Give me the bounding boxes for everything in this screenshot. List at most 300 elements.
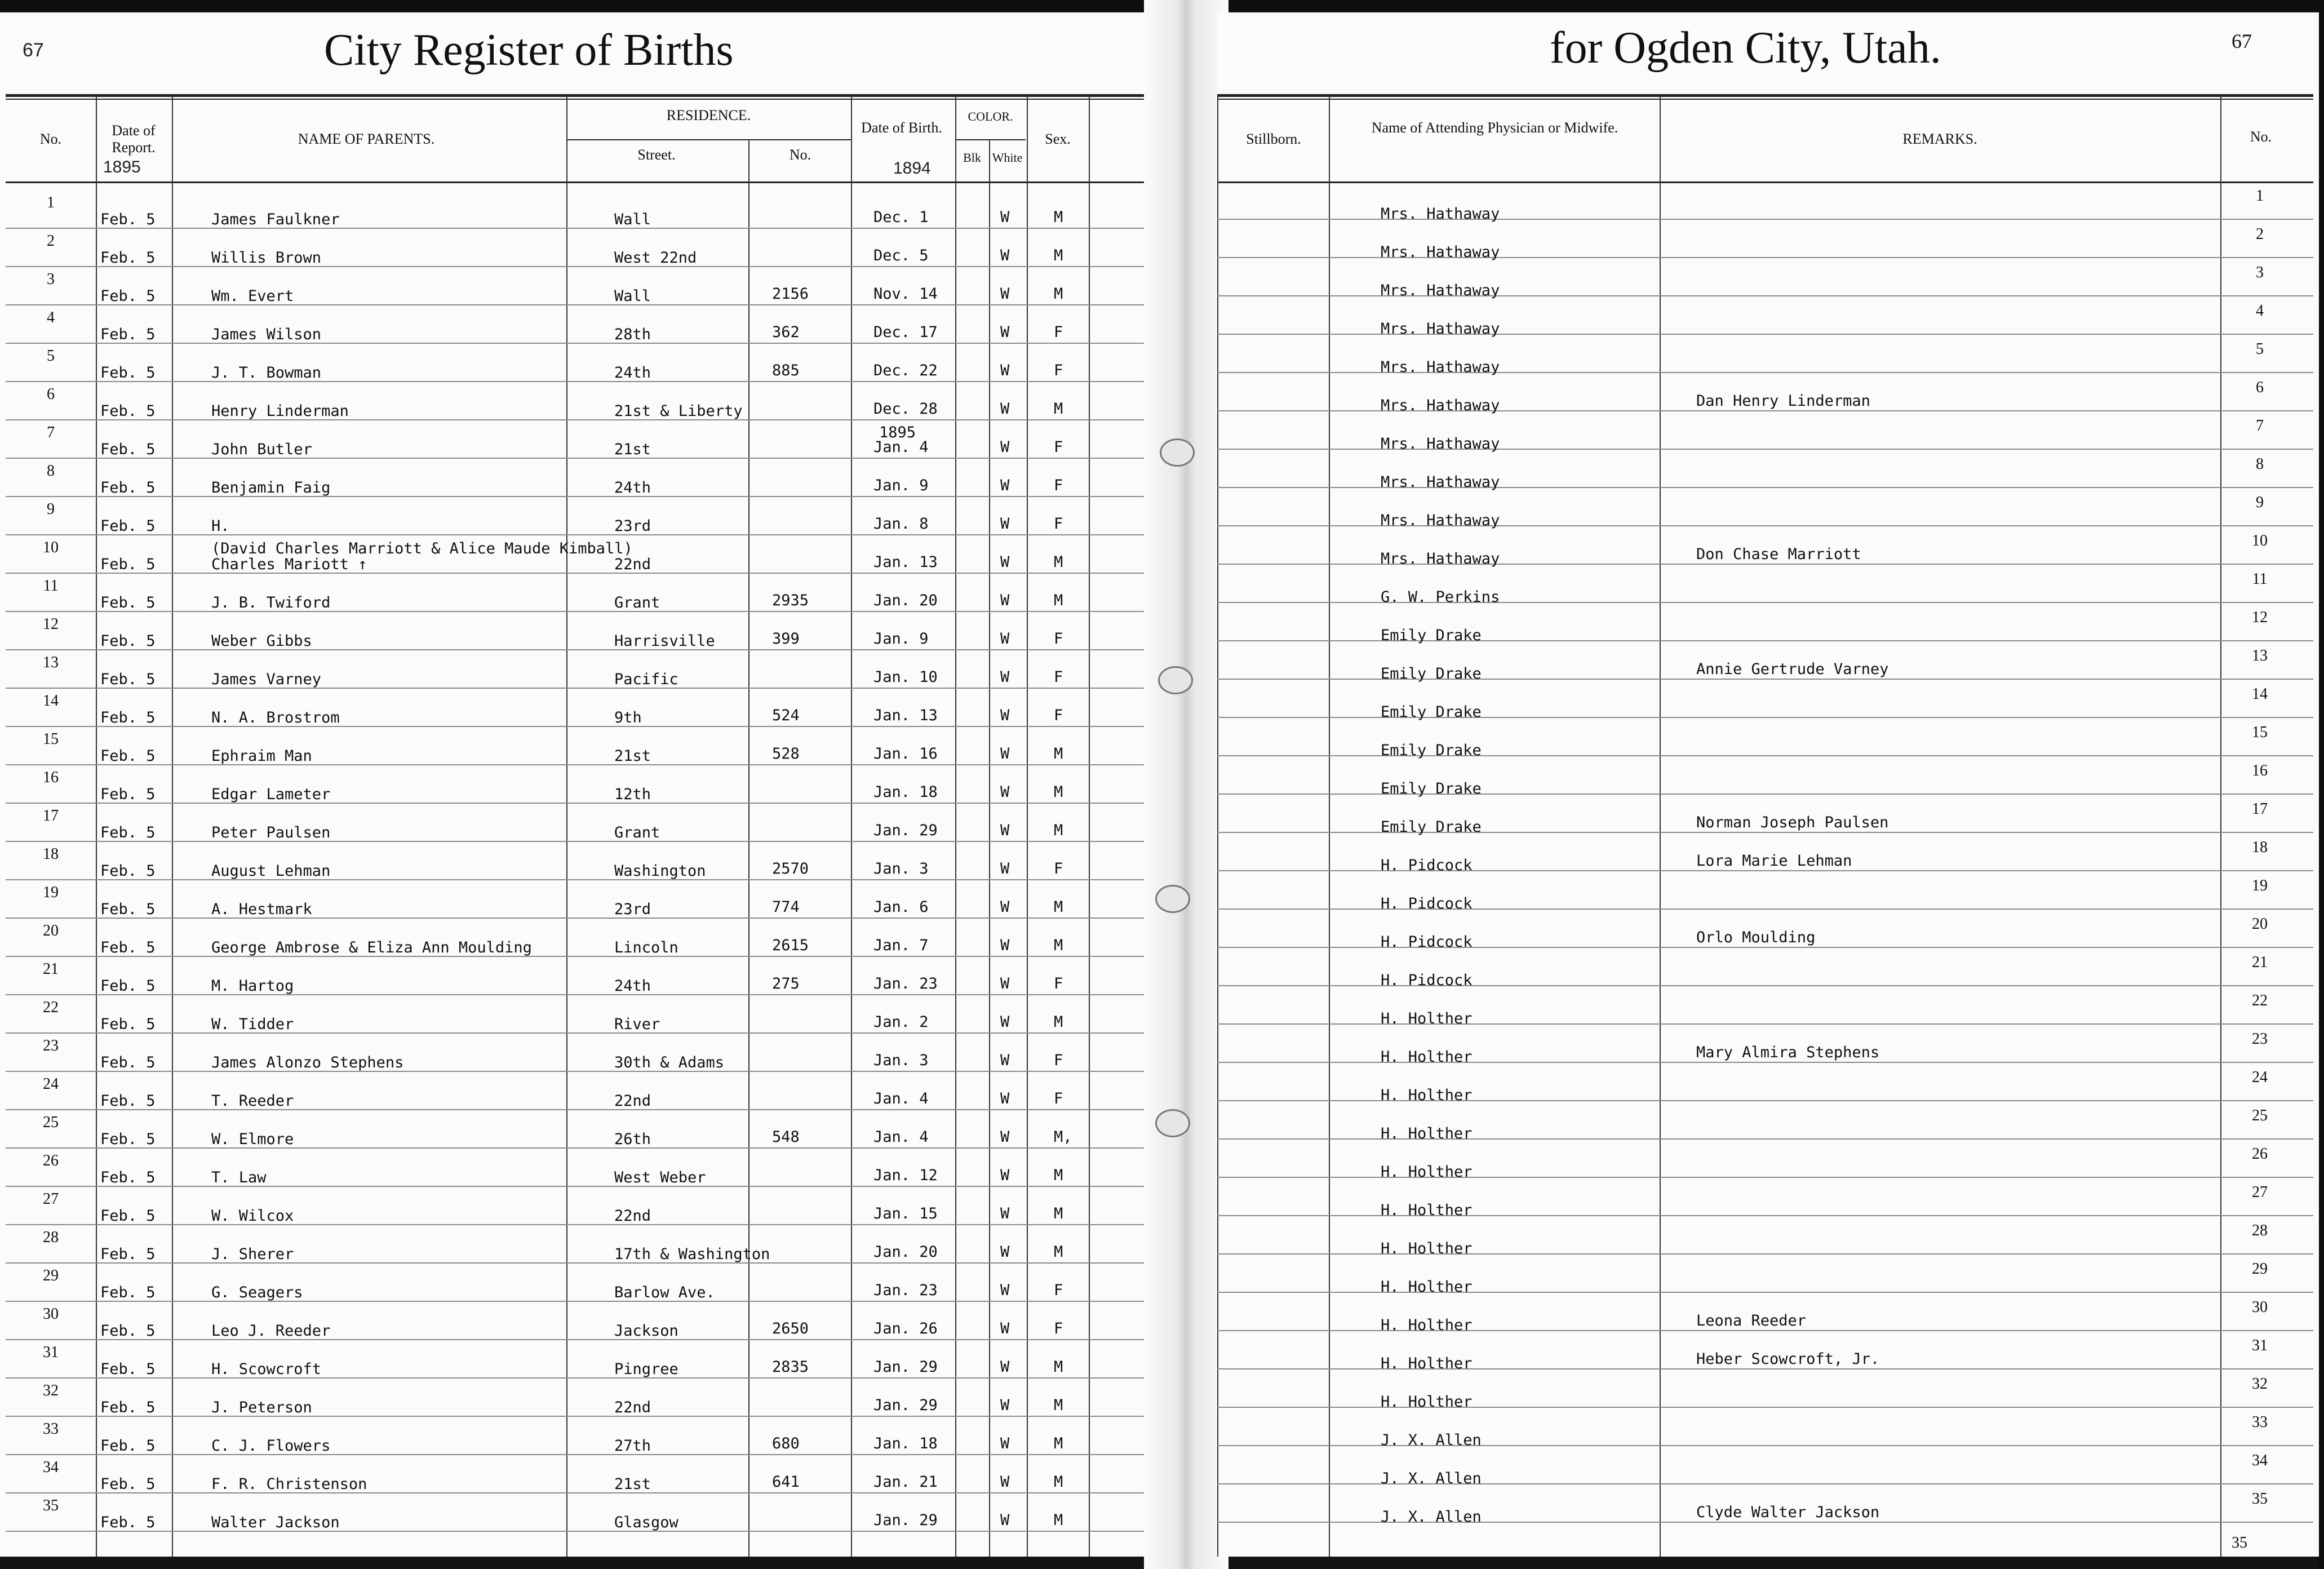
residence-street: 27th: [614, 1437, 651, 1455]
row-number: 4: [47, 309, 55, 326]
row-divider: [6, 1492, 1144, 1493]
color-white: W: [1000, 783, 1010, 801]
footer-mark: 35: [2232, 1534, 2247, 1552]
color-white: W: [1000, 438, 1010, 456]
color-white: W: [1000, 515, 1010, 533]
col-header-remarks: REMARKS.: [1902, 131, 1977, 147]
date-of-report: Feb. 5: [100, 441, 156, 458]
row-divider: [6, 879, 1144, 880]
row-divider: [6, 611, 1144, 612]
parents-name: F. R. Christenson: [211, 1475, 367, 1493]
date-of-birth: Dec. 17: [873, 323, 938, 341]
row-divider: [6, 573, 1144, 574]
sex: M: [1054, 1167, 1063, 1184]
col-divider: [955, 97, 956, 1557]
sex: F: [1054, 860, 1063, 877]
date-of-report: Feb. 5: [100, 1437, 156, 1455]
row-number-right: 22: [2252, 992, 2268, 1009]
parents-name: W. Elmore: [211, 1131, 294, 1148]
residence-street: Wall: [614, 211, 651, 228]
date-of-report: Feb. 5: [100, 709, 156, 726]
color-white: W: [1000, 1167, 1010, 1184]
row-number: 33: [43, 1420, 59, 1438]
residence-street: 22nd: [614, 556, 651, 573]
date-of-birth: Jan. 23: [873, 1282, 938, 1299]
date-of-birth: Jan. 21: [873, 1473, 938, 1491]
attending-physician: Emily Drake: [1381, 780, 1482, 797]
parents-name: H. Scowcroft: [211, 1360, 322, 1378]
sex: M: [1054, 937, 1063, 954]
row-divider: [6, 266, 1144, 267]
date-of-report: Feb. 5: [100, 747, 156, 765]
color-white: W: [1000, 1013, 1010, 1031]
row-number: 29: [43, 1267, 59, 1284]
attending-physician: H. Holther: [1381, 1048, 1473, 1066]
remarks: Mary Almira Stephens: [1696, 1044, 1880, 1061]
row-number-right: 33: [2252, 1413, 2268, 1431]
sex: F: [1054, 1052, 1063, 1069]
col-header-physician: Name of Attending Physician or Midwife.: [1371, 119, 1618, 136]
attending-physician: Emily Drake: [1381, 665, 1482, 682]
parents-name: A. Hestmark: [211, 901, 312, 918]
date-of-report: Feb. 5: [100, 517, 156, 535]
row-number: 30: [43, 1305, 59, 1323]
row-number: 14: [43, 692, 59, 710]
residence-number: 2570: [772, 860, 809, 877]
parents-name: Walter Jackson: [211, 1514, 340, 1531]
col-divider: [1329, 97, 1330, 1557]
residence-street: 26th: [614, 1131, 651, 1148]
parents-name: J. T. Bowman: [211, 364, 322, 382]
color-white: W: [1000, 975, 1010, 992]
row-number-right: 6: [2256, 379, 2264, 396]
header-top-rule-thin: [6, 99, 1144, 100]
parents-name: G. Seagers: [211, 1284, 303, 1301]
sex: M: [1054, 1243, 1063, 1261]
attending-physician: H. Pidcock: [1381, 895, 1473, 912]
row-number-right: 20: [2252, 915, 2268, 933]
row-number: 13: [43, 654, 59, 671]
date-of-birth: Jan. 9: [873, 477, 929, 494]
color-white: W: [1000, 1435, 1010, 1452]
row-number-right: 8: [2256, 455, 2264, 473]
row-number: 10: [43, 539, 59, 556]
parents-name: W. Wilcox: [211, 1207, 294, 1225]
residence-street: Barlow Ave.: [614, 1284, 715, 1301]
row-divider: [6, 1531, 1144, 1532]
parents-name: T. Law: [211, 1169, 267, 1186]
residence-sub-rule: [566, 139, 851, 140]
residence-number: 2935: [772, 592, 809, 609]
attending-physician: Mrs. Hathaway: [1381, 397, 1500, 414]
date-of-birth: Jan. 20: [873, 592, 938, 609]
date-of-report: Feb. 5: [100, 632, 156, 650]
attending-physician: Emily Drake: [1381, 742, 1482, 759]
row-divider: [6, 1109, 1144, 1110]
date-of-report: Feb. 5: [100, 1322, 156, 1340]
remarks: Leona Reeder: [1696, 1312, 1807, 1329]
residence-street: 22nd: [614, 1207, 651, 1225]
sex: F: [1054, 1320, 1063, 1337]
residence-street: Pingree: [614, 1360, 678, 1378]
date-of-report: Feb. 5: [100, 824, 156, 841]
sex: M: [1054, 1358, 1063, 1376]
remarks: Orlo Moulding: [1696, 929, 1816, 946]
color-white: W: [1000, 1282, 1010, 1299]
row-divider: [6, 1147, 1144, 1149]
color-white: W: [1000, 937, 1010, 954]
attending-physician: H. Holther: [1381, 1010, 1473, 1027]
residence-street: 21st: [614, 441, 651, 458]
parents-name: James Varney: [211, 671, 322, 688]
residence-street: 21st & Liberty: [614, 402, 743, 420]
color-white: W: [1000, 1128, 1010, 1146]
row-number-right: 31: [2252, 1337, 2268, 1354]
register-title-right: for Ogden City, Utah.: [1550, 23, 1941, 73]
date-of-birth: Jan. 29: [873, 822, 938, 839]
date-of-report: Feb. 5: [100, 1514, 156, 1531]
date-of-birth: Jan. 2: [873, 1013, 929, 1031]
header-bottom-rule: [6, 181, 1144, 183]
residence-street: 24th: [614, 977, 651, 995]
date-of-birth: Jan. 3: [873, 1052, 929, 1069]
parents-name: J. B. Twiford: [211, 594, 331, 611]
color-white: W: [1000, 822, 1010, 839]
parents-name: Ephraim Man: [211, 747, 312, 765]
parents-name: T. Reeder: [211, 1092, 294, 1110]
attending-physician: H. Pidcock: [1381, 857, 1473, 874]
date-of-birth: Jan. 18: [873, 1435, 938, 1452]
residence-street: 17th & Washington: [614, 1246, 770, 1263]
attending-physician: J. X. Allen: [1381, 1431, 1482, 1449]
parents-note: (David Charles Marriott & Alice Maude Kimball): [211, 540, 633, 557]
parents-name: Leo J. Reeder: [211, 1322, 331, 1340]
date-of-birth: Jan. 6: [873, 898, 929, 916]
sex: F: [1054, 477, 1063, 494]
row-number: 32: [43, 1382, 59, 1399]
header-bottom-rule: [1217, 181, 2313, 183]
date-of-birth: Jan. 16: [873, 745, 938, 763]
attending-physician: Emily Drake: [1381, 703, 1482, 721]
remarks: Annie Gertrude Varney: [1696, 661, 1889, 678]
residence-street: 22nd: [614, 1399, 651, 1416]
row-divider: [6, 1416, 1144, 1417]
sex: F: [1054, 668, 1063, 686]
color-white: W: [1000, 1052, 1010, 1069]
col-divider: [851, 97, 852, 1557]
residence-street: 28th: [614, 326, 651, 343]
residence-street: 24th: [614, 479, 651, 497]
color-white: W: [1000, 668, 1010, 686]
residence-street: Harrisville: [614, 632, 715, 650]
attending-physician: J. X. Allen: [1381, 1508, 1482, 1526]
row-number-right: 30: [2252, 1298, 2268, 1316]
color-white: W: [1000, 362, 1010, 379]
residence-street: Grant: [614, 594, 660, 611]
remarks: Don Chase Marriott: [1696, 546, 1861, 563]
date-of-report: Feb. 5: [100, 1475, 156, 1493]
row-number: 21: [43, 960, 59, 978]
residence-street: Lincoln: [614, 939, 678, 956]
row-divider: [6, 649, 1144, 650]
row-divider: [6, 1339, 1144, 1340]
attending-physician: H. Holther: [1381, 1240, 1473, 1257]
date-of-birth: Jan. 20: [873, 1243, 938, 1261]
residence-number: 2615: [772, 937, 809, 954]
col-header-street: Street.: [637, 147, 676, 163]
remarks: Norman Joseph Paulsen: [1696, 814, 1889, 831]
row-divider: [6, 304, 1144, 305]
row-number-right: 17: [2252, 800, 2268, 818]
parents-name: Wm. Evert: [211, 287, 294, 305]
date-of-report: Feb. 5: [100, 1092, 156, 1110]
row-number: 26: [43, 1152, 59, 1169]
attending-physician: H. Holther: [1381, 1087, 1473, 1104]
row-divider: [6, 534, 1144, 535]
residence-number: 528: [772, 745, 800, 763]
date-of-report: Feb. 5: [100, 326, 156, 343]
attending-physician: Emily Drake: [1381, 627, 1482, 644]
sex: M: [1054, 822, 1063, 839]
col-header-residence: RESIDENCE.: [666, 107, 751, 123]
register-title: City Register of Births: [324, 25, 734, 75]
col-header-sex: Sex.: [1045, 131, 1071, 147]
date-of-report: Feb. 5: [100, 1207, 156, 1225]
sex: F: [1054, 438, 1063, 456]
date-of-report: Feb. 5: [100, 479, 156, 497]
row-number-right: 34: [2252, 1452, 2268, 1469]
parents-name: James Alonzo Stephens: [211, 1054, 404, 1071]
sex: F: [1054, 707, 1063, 724]
row-divider: [6, 496, 1144, 497]
row-number-right: 25: [2252, 1107, 2268, 1124]
residence-number: 885: [772, 362, 800, 379]
page-mark-right: 67: [2232, 30, 2252, 52]
residence-street: 21st: [614, 1475, 651, 1493]
date-of-birth: Jan. 9: [873, 630, 929, 648]
color-white: W: [1000, 1358, 1010, 1376]
row-number: 15: [43, 730, 59, 748]
row-divider: [6, 343, 1144, 344]
row-divider: [6, 918, 1144, 919]
row-number: 8: [47, 462, 55, 480]
attending-physician: Mrs. Hathaway: [1381, 243, 1500, 261]
date-of-report: Feb. 5: [100, 939, 156, 956]
row-divider: [6, 1186, 1144, 1187]
row-divider: [6, 956, 1144, 957]
parents-name: James Faulkner: [211, 211, 340, 228]
color-white: W: [1000, 247, 1010, 264]
attending-physician: Emily Drake: [1381, 818, 1482, 836]
header-top-rule-thin: [1217, 99, 2313, 100]
row-number: 18: [43, 845, 59, 863]
row-divider: [6, 688, 1144, 689]
sex: M: [1054, 1205, 1063, 1222]
row-number-right: 3: [2256, 264, 2264, 281]
date-of-birth: Dec. 28: [873, 400, 938, 418]
attending-physician: H. Pidcock: [1381, 933, 1473, 951]
residence-street: Grant: [614, 824, 660, 841]
color-white: W: [1000, 1090, 1010, 1107]
row-number: 12: [43, 615, 59, 633]
color-white: W: [1000, 323, 1010, 341]
residence-number: 2156: [772, 285, 809, 303]
date-of-report: Feb. 5: [100, 556, 156, 573]
color-white: W: [1000, 1320, 1010, 1337]
residence-street: West 22nd: [614, 249, 697, 267]
color-white: W: [1000, 1205, 1010, 1222]
date-of-report: Feb. 5: [100, 786, 156, 803]
binder-hole: [1158, 666, 1193, 694]
parents-name: C. J. Flowers: [211, 1437, 331, 1455]
color-white: W: [1000, 1473, 1010, 1491]
attending-physician: H. Holther: [1381, 1393, 1473, 1411]
date-of-birth: Jan. 29: [873, 1397, 938, 1414]
date-of-report: Feb. 5: [100, 1246, 156, 1263]
date-of-report: Feb. 5: [100, 1360, 156, 1378]
row-divider: [6, 1454, 1144, 1455]
col-divider: [96, 97, 97, 1557]
date-of-birth: Jan. 13: [873, 553, 938, 571]
left-page: [0, 12, 1161, 1557]
color-white: W: [1000, 209, 1010, 226]
residence-number: 399: [772, 630, 800, 648]
sex: F: [1054, 323, 1063, 341]
parents-name: Edgar Lameter: [211, 786, 331, 803]
page-mark-left: 67: [23, 39, 44, 61]
attending-physician: H. Holther: [1381, 1355, 1473, 1372]
date-of-birth: Jan. 3: [873, 860, 929, 877]
parents-name: M. Hartog: [211, 977, 294, 995]
row-divider: [6, 1032, 1144, 1034]
attending-physician: J. X. Allen: [1381, 1470, 1482, 1487]
date-of-birth: Jan. 26: [873, 1320, 938, 1337]
attending-physician: Mrs. Hathaway: [1381, 205, 1500, 223]
row-number-right: 10: [2252, 532, 2268, 549]
sex: M: [1054, 1435, 1063, 1452]
sex: M: [1054, 285, 1063, 303]
date-of-birth: Dec. 22: [873, 362, 938, 379]
row-number-right: 21: [2252, 954, 2268, 971]
row-number-right: 26: [2252, 1145, 2268, 1163]
date-of-birth: Jan. 4: [873, 1090, 929, 1107]
row-number: 16: [43, 769, 59, 786]
row-divider: [6, 726, 1144, 727]
sex: M: [1054, 783, 1063, 801]
row-number-right: 5: [2256, 340, 2264, 358]
row-divider: [6, 1377, 1144, 1379]
row-number-right: 35: [2252, 1490, 2268, 1508]
attending-physician: Mrs. Hathaway: [1381, 550, 1500, 568]
color-white: W: [1000, 1512, 1010, 1529]
sex: F: [1054, 975, 1063, 992]
residence-street: 12th: [614, 786, 651, 803]
sex: M: [1054, 400, 1063, 418]
row-number: 24: [43, 1075, 59, 1093]
row-number-right: 9: [2256, 494, 2264, 511]
date-of-report: Feb. 5: [100, 671, 156, 688]
col-header-white: White: [992, 150, 1023, 165]
row-divider: [6, 419, 1144, 420]
col-divider: [989, 139, 990, 1557]
parents-name: Willis Brown: [211, 249, 322, 267]
sex: M: [1054, 1512, 1063, 1529]
row-number-right: 2: [2256, 225, 2264, 243]
sex: M: [1054, 745, 1063, 763]
date-of-birth: Jan. 7: [873, 937, 929, 954]
date-of-report: Feb. 5: [100, 1169, 156, 1186]
date-of-report: Feb. 5: [100, 249, 156, 267]
color-white: W: [1000, 400, 1010, 418]
date-of-report: Feb. 5: [100, 1054, 156, 1071]
residence-number: 524: [772, 707, 800, 724]
residence-street: Jackson: [614, 1322, 678, 1340]
row-divider: [6, 994, 1144, 995]
row-number: 19: [43, 884, 59, 901]
color-white: W: [1000, 285, 1010, 303]
residence-street: River: [614, 1016, 660, 1033]
parents-name: George Ambrose & Eliza Ann Moulding: [211, 939, 532, 956]
parents-name: Benjamin Faig: [211, 479, 331, 497]
parents-name: J. Sherer: [211, 1246, 294, 1263]
col-divider: [1217, 97, 1218, 1557]
row-number-right: 16: [2252, 762, 2268, 779]
row-number: 17: [43, 807, 59, 825]
col-header-name-of-parents: NAME OF PARENTS.: [298, 131, 435, 147]
row-number-right: 7: [2256, 417, 2264, 435]
remarks: Heber Scowcroft, Jr.: [1696, 1350, 1880, 1368]
color-white: W: [1000, 477, 1010, 494]
residence-street: Wall: [614, 287, 651, 305]
row-divider: [6, 1301, 1144, 1302]
row-number: 28: [43, 1229, 59, 1246]
date-of-birth: Jan. 4: [873, 438, 929, 456]
color-sub-rule: [955, 139, 1026, 140]
binder-hole: [1155, 885, 1190, 913]
row-number-right: 18: [2252, 839, 2268, 856]
sex: F: [1054, 515, 1063, 533]
attending-physician: H. Holther: [1381, 1202, 1473, 1219]
attending-physician: H. Holther: [1381, 1317, 1473, 1334]
date-of-birth: Jan. 23: [873, 975, 938, 992]
date-of-birth: Jan. 15: [873, 1205, 938, 1222]
row-number-right: 4: [2256, 302, 2264, 320]
color-white: W: [1000, 860, 1010, 877]
attending-physician: G. W. Perkins: [1381, 588, 1500, 606]
parents-name: August Lehman: [211, 862, 331, 880]
residence-street: 30th & Adams: [614, 1054, 725, 1071]
row-divider: [6, 803, 1144, 804]
row-number: 6: [47, 385, 55, 403]
parents-name: Peter Paulsen: [211, 824, 331, 841]
row-number-right: 15: [2252, 724, 2268, 741]
residence-street: 24th: [614, 364, 651, 382]
residence-number: 548: [772, 1128, 800, 1146]
date-of-report: Feb. 5: [100, 594, 156, 611]
col-header-no: No.: [39, 131, 62, 147]
row-number-right: 13: [2252, 647, 2268, 664]
sex: F: [1054, 1282, 1063, 1299]
date-of-birth: Jan. 8: [873, 515, 929, 533]
sex: M: [1054, 553, 1063, 571]
row-number: 23: [43, 1037, 59, 1054]
date-of-birth: Dec. 1: [873, 209, 929, 226]
residence-number: 774: [772, 898, 800, 916]
date-of-birth: Jan. 29: [873, 1358, 938, 1376]
row-divider: [6, 381, 1144, 382]
parents-name: James Wilson: [211, 326, 322, 343]
attending-physician: Mrs. Hathaway: [1381, 320, 1500, 338]
